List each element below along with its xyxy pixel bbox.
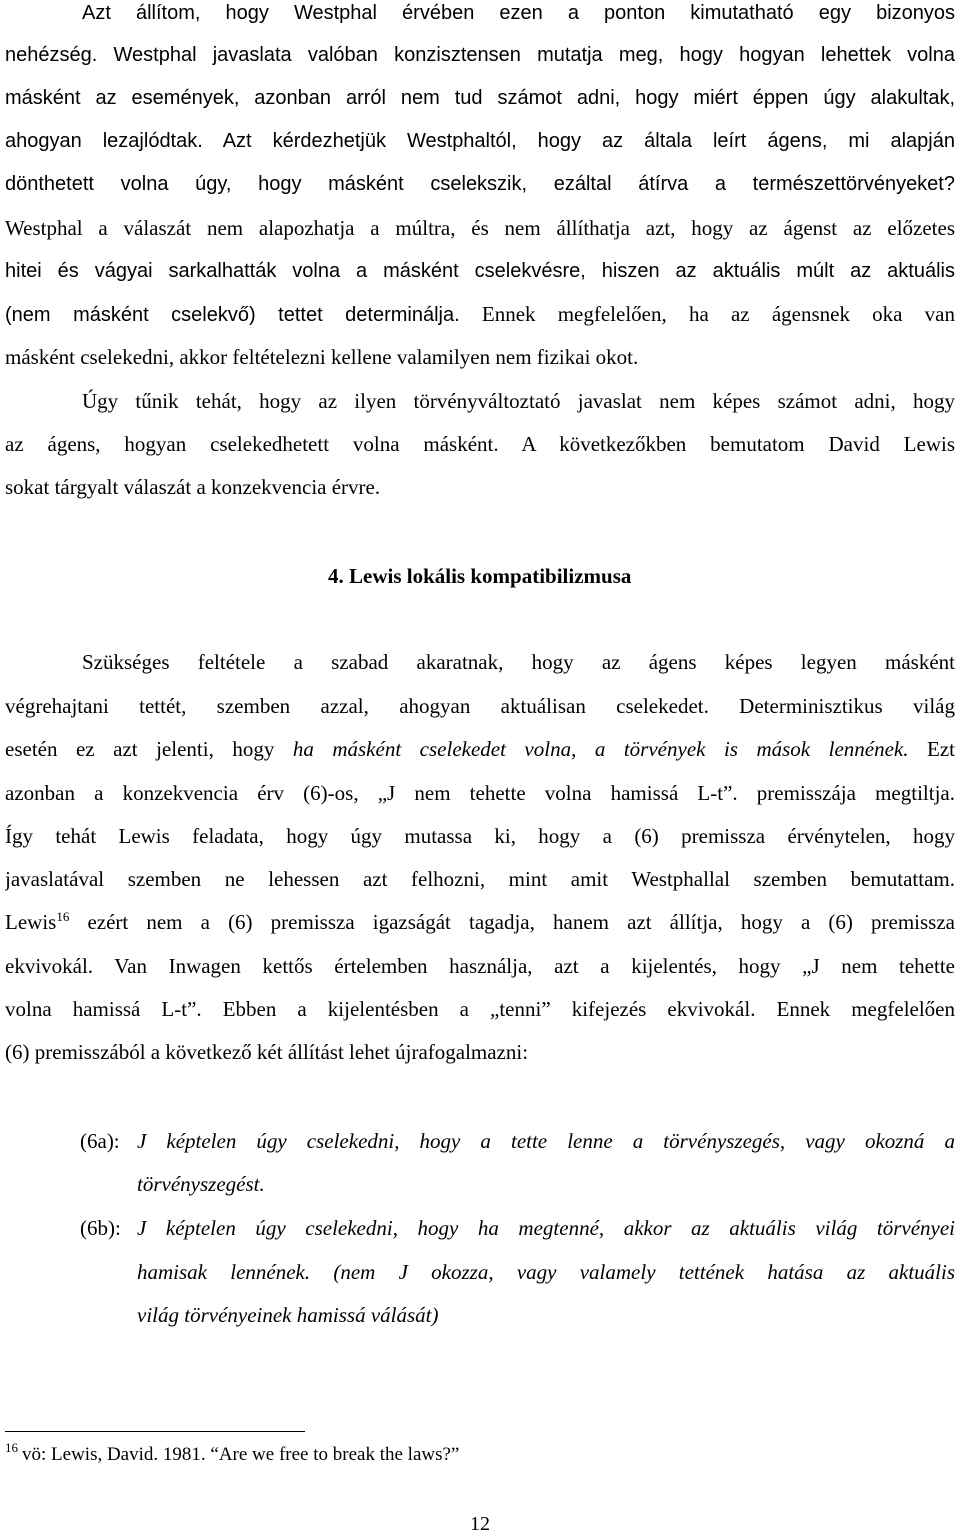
body-text-line: [5, 909, 955, 935]
list-item-text-line: világ törvényeinek hamissá válását): [137, 1303, 439, 1327]
body-text-line: Szükséges feltétele a szabad akaratnak, hogy az ágens képes legyen másként: [82, 650, 955, 674]
text-segment: (nem másként cselekvő) tettet determinálja.: [5, 304, 460, 326]
footnote-reference: 16: [56, 909, 70, 924]
body-text-line: [5, 736, 955, 762]
body-text-line: (6) premisszából a következő két állítást lehet újrafogalmazni:: [5, 1040, 529, 1064]
list-item-label: (6b):: [80, 1216, 121, 1240]
list-item-text-line: hamisak lennének. (nem J okozza, vagy valamely tettének hatása az aktuális: [137, 1260, 955, 1284]
body-text-line: azonban a konzekvencia érv (6)-os, „J nem tehette volna hamissá L-t”. premisszája megtiltja.: [5, 781, 955, 805]
body-text-line: végrehajtani tettét, szemben azzal, ahogyan aktuálisan cselekedet. Determinisztikus világ: [5, 694, 955, 718]
page-number: 12: [470, 1513, 490, 1535]
body-text-line: hitei és vágyai sarkalhatták volna a másként cselekvésre, hiszen az aktuális múlt az aktuális: [5, 260, 955, 282]
list-item-text-line: törvényszegést.: [137, 1172, 265, 1196]
body-text-line: volna hamissá L-t”. Ebben a kijelentésben a „tenni” kifejezés ekvivokál. Ennek megfelelően: [5, 997, 955, 1021]
body-text-line: dönthetett volna úgy, hogy másként cselekszik, ezáltal átírva a természettörvényeket?: [5, 173, 955, 195]
footnote-marker: 16: [5, 1443, 18, 1455]
text-segment: esetén ez azt jelenti, hogy: [5, 737, 293, 761]
body-text-line: Így tehát Lewis feladata, hogy úgy mutassa ki, hogy a (6) premissza érvénytelen, hogy: [5, 824, 955, 848]
text-segment: ezért nem a (6) premissza igazságát tagadja, hanem azt állítja, hogy a (6) premissza: [69, 910, 955, 934]
footnote-rule: [5, 1431, 305, 1432]
list-item-text-line: J képtelen úgy cselekedni, hogy a tette lenne a törvényszegés, vagy okozná a: [137, 1129, 955, 1153]
text-segment: Ezt: [908, 737, 955, 761]
footnote-text: vö: Lewis, David. 1981. “Are we free to break the laws?”: [22, 1444, 460, 1465]
list-item-label: (6a):: [80, 1129, 120, 1153]
body-text-line: nehézség. Westphal javaslata valóban konzisztensen mutatja meg, hogy hogyan lehettek volna: [5, 44, 955, 66]
body-text-line: az ágens, hogyan cselekedhetett volna másként. A következőkben bemutatom David Lewis: [5, 432, 955, 456]
body-text-line: ekvivokál. Van Inwagen kettős értelemben használja, azt a kijelentés, hogy „J nem tehette: [5, 954, 955, 978]
section-heading: 4. Lewis lokális kompatibilizmusa: [328, 564, 632, 588]
text-segment: Ennek megfelelően, ha az ágensnek oka van: [459, 302, 955, 326]
body-text-line: Úgy tűnik tehát, hogy az ilyen törvényváltoztató javaslat nem képes számot adni, hogy: [82, 389, 955, 413]
italic-phrase: ha másként cselekedet volna, a törvények is mások lennének.: [292, 737, 909, 761]
text-segment: Lewis: [5, 910, 57, 934]
footnote: [5, 1443, 955, 1467]
body-text-line: ahogyan lezajlódtak. Azt kérdezhetjük Westphaltól, hogy az általa leírt ágens, mi alapján: [5, 130, 955, 152]
body-text-line: másként cselekedni, akkor feltételezni kellene valamilyen nem fizikai okot.: [5, 345, 639, 369]
body-text-line: másként az események, azonban arról nem tud számot adni, hogy miért éppen úgy alakultak,: [5, 87, 955, 109]
list-item-text-line: J képtelen úgy cselekedni, hogy ha megtenné, akkor az aktuális világ törvényei: [137, 1216, 955, 1240]
body-text-line: javaslatával szemben ne lehessen azt felhozni, mint amit Westphallal szemben bemutattam.: [5, 867, 955, 891]
body-text-line: sokat tárgyalt válaszát a konzekvencia érvre.: [5, 475, 381, 499]
body-text-line: Westphal a válaszát nem alapozhatja a múltra, és nem állíthatja azt, hogy az ágenst az előzetes: [5, 216, 955, 240]
body-text-line: [5, 301, 955, 327]
body-text-line: Azt állítom, hogy Westphal érvében ezen a ponton kimutatható egy bizonyos: [82, 2, 955, 24]
